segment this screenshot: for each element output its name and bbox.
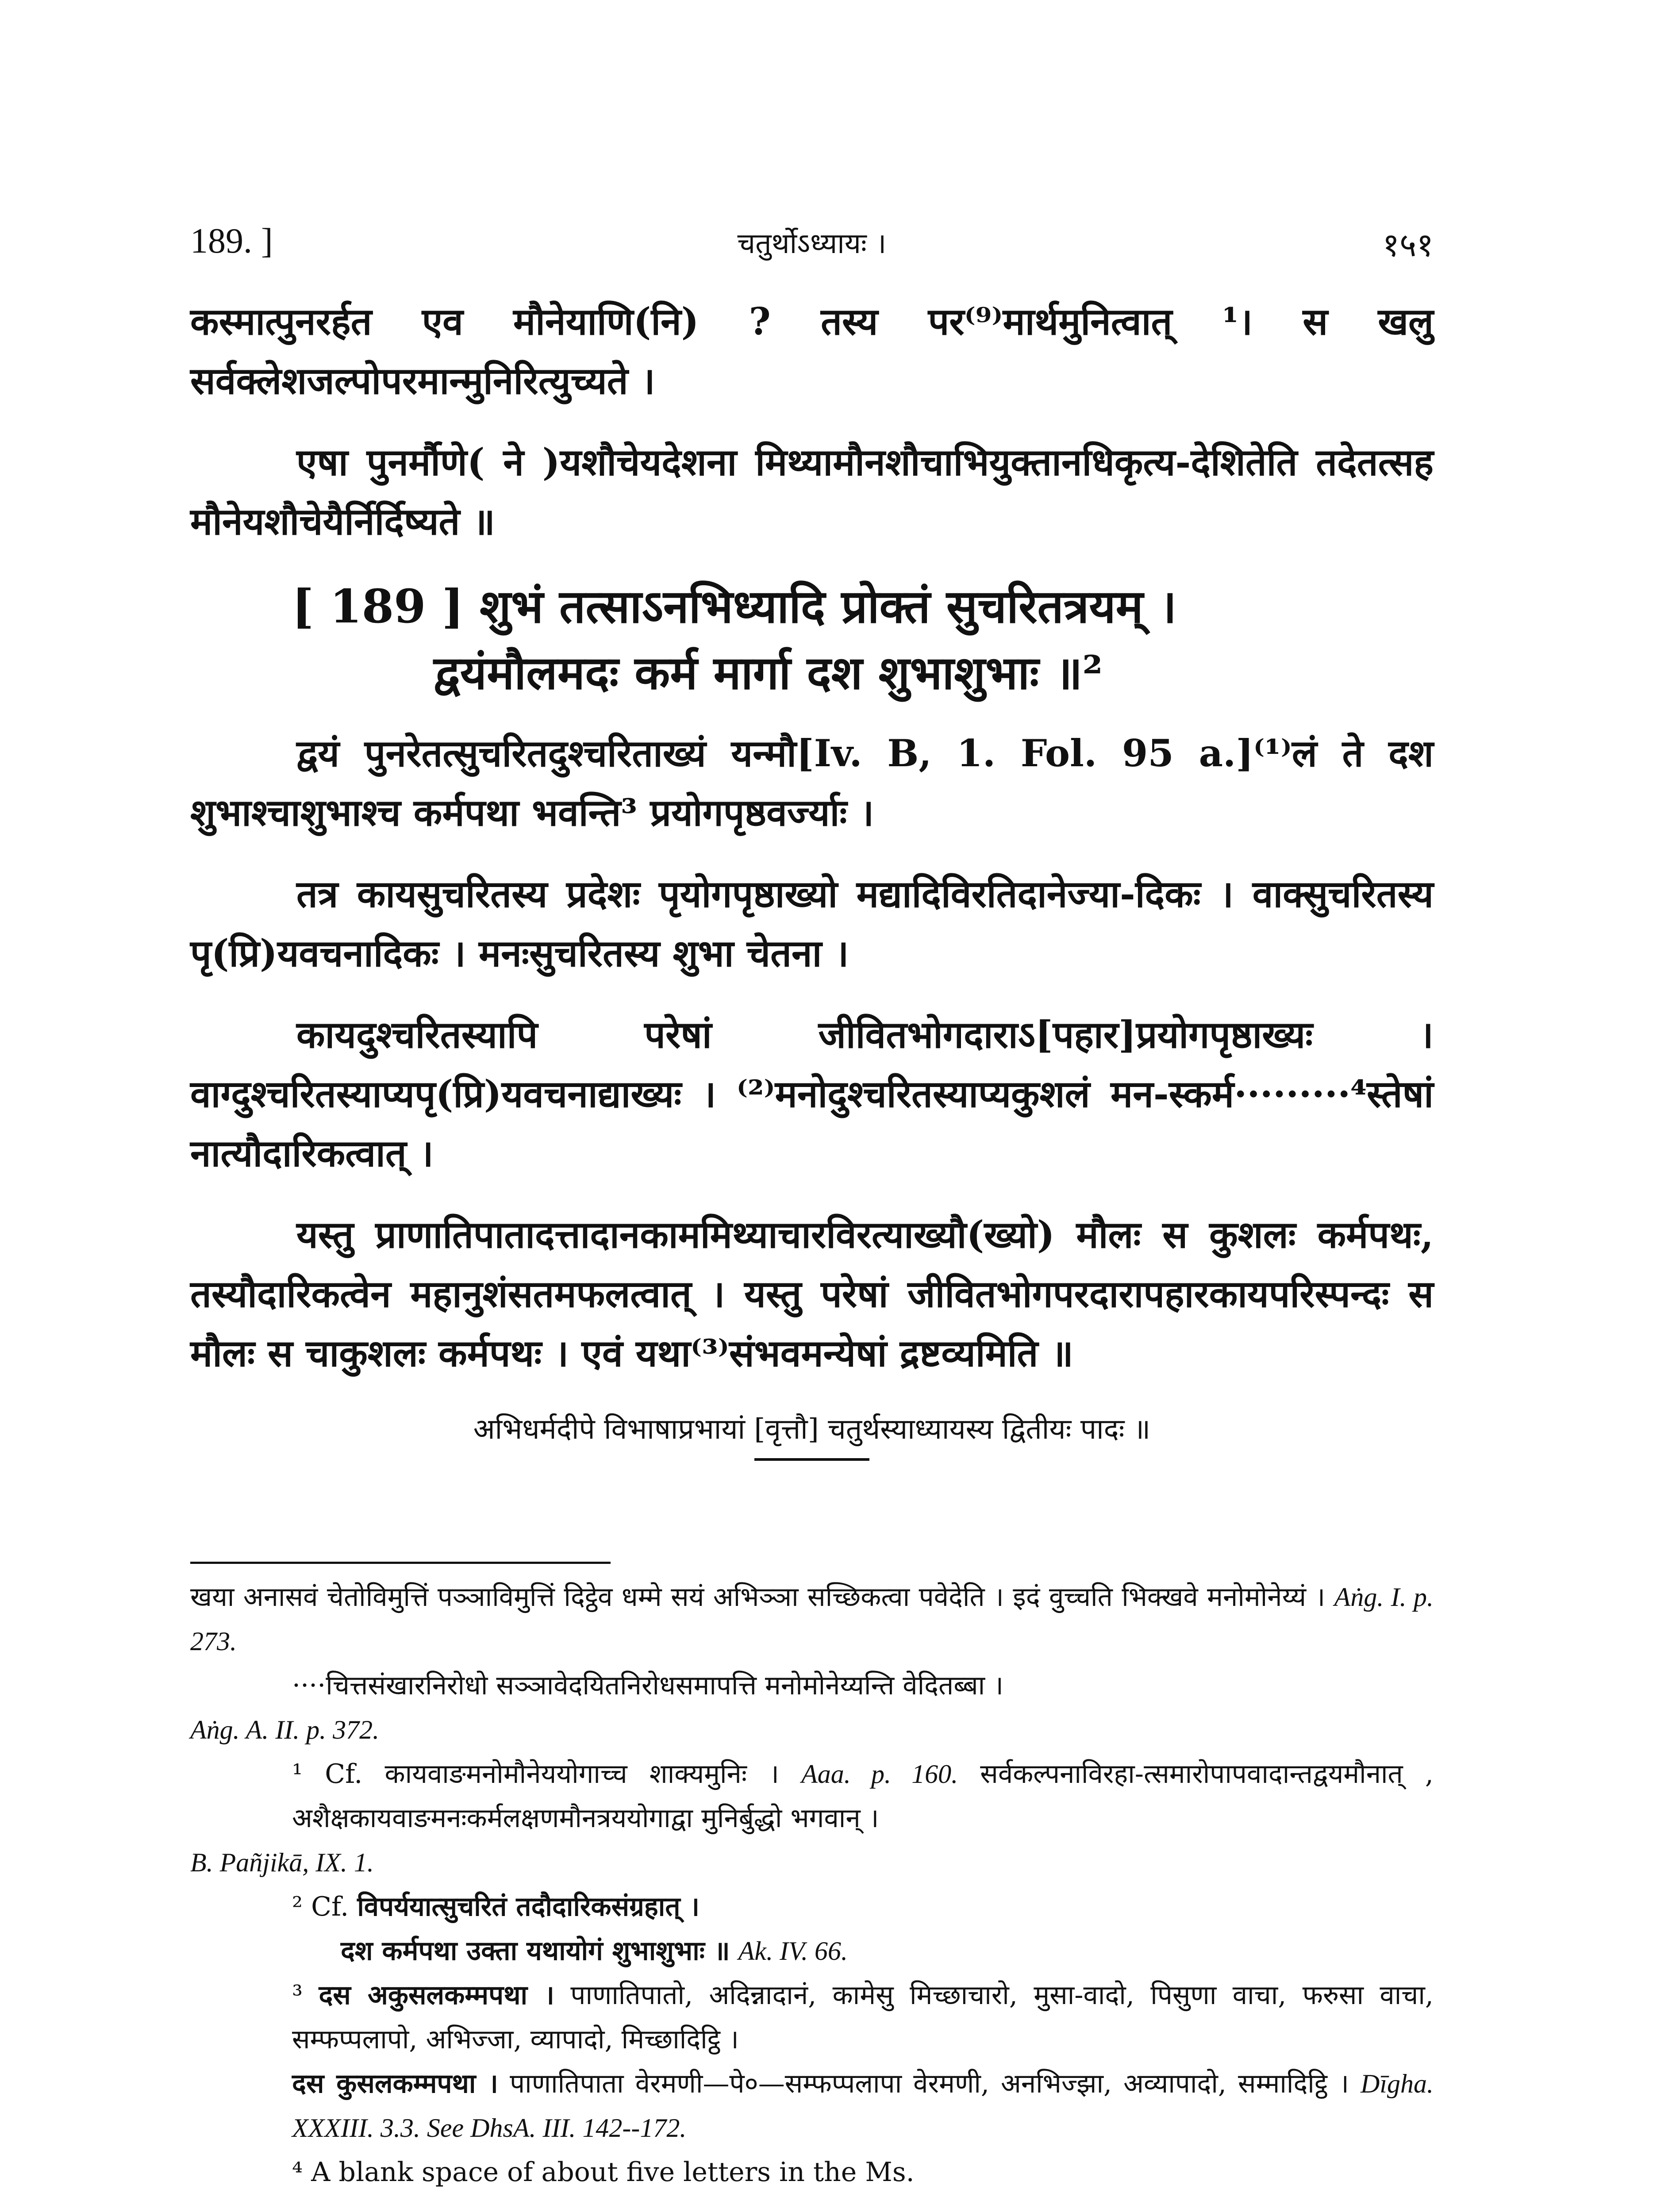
footnote-0b: ····चित्तसंखारनिरोधो सञ्ञावेदयितनिरोधसमापत्ति मनोमोनेय्यन्ति वेदितब्बा । (292, 1670, 1003, 1701)
main-text (190, 292, 1434, 1461)
paragraph-5: कायदुश्चरितस्यापि परेषां जीवितभोगदाराऽ[पहार]प्रयोगपृष्ठाख्यः । वाग्दुश्चरितस्याप्यपृ(प्रि)यवचनाद्याख्यः । ⁽²⁾मनोदुश्चरितस्याप्यकुशलं मन-स्कर्म·········⁴स्तेषां नात्यौदारिकत्वात् । (190, 1013, 1434, 1175)
footnote-1-mark: ¹ Cf. (292, 1759, 363, 1790)
paragraph-2: एषा पुनर्मौणे( ने )यशौचेयदेशना मिथ्यामौनशौचाभियुक्तानधिकृत्य-देशितेति तदेतत्सह मौनेयशौचेयैर्निर्दिष्यते ॥ (190, 440, 1434, 543)
footnote-rule (190, 1562, 611, 1564)
footnote-1-text: कायवाङमनोमौनेययोगाच्च शाक्यमुनिः । (384, 1759, 779, 1790)
section-number: 189. ] (190, 222, 273, 261)
footnote-3 (190, 1973, 1434, 2062)
footnote-0b-ref: Aṅg. A. II. p. 372. (190, 1715, 380, 1744)
footnote-1-text2: सर्वकल्पनाविरहा-त्समारोपापवादान्तद्वयमौनात् , अशैक्षकायवाङमनःकर्मलक्षणमौनत्रययोगाद्वा मुनिर्बुद्धो भगवान् । (292, 1759, 1434, 1834)
footnote-3-text: पाणातिपातो, अदिन्नादानं, कामेसु मिच्छाचारो, मुसा-वादो, पिसुणा वाचा, फरुसा वाचा, सम्फप्पलापो, अभिज्जा, व्यापादो, मिच्छादिट्ठि । (292, 1980, 1434, 2055)
footnote-4-mark: ⁴ (292, 2157, 303, 2188)
footnote-2-mark: ² Cf. (292, 1891, 349, 1922)
karika-verse (292, 573, 1434, 706)
footnote-3-text-2: पाणातिपाता वेरमणी—पे०—सम्फप्पलापा वेरमणी, अनभिज्झा, अव्यापादो, सम्मादिट्ठि । (510, 2068, 1349, 2099)
running-header (190, 221, 1434, 274)
footnote-0a (190, 1575, 1434, 1663)
footnote-1-ref2: B. Pañjikā, IX. 1. (190, 1848, 374, 1877)
footnote-2-line-2: दश कर्मपथा उक्ता यथायोगं शुभाशुभाः ॥ (341, 1936, 730, 1966)
section-divider (754, 1458, 869, 1461)
verse-line-2: द्वयंमौलमदः कर्म मार्गा दश शुभाशुभाः ॥² (434, 645, 1103, 700)
chapter-title: चतुर्थोऽध्यायः । (737, 227, 887, 260)
footnote-2-line-1: विपर्ययात्सुचरितं तदौदारिकसंग्रहात् । (357, 1891, 700, 1922)
footnote-3-ref: Dīgha. XXXIII. 3.3. See DhsA. III. 142--172. (292, 2069, 1434, 2143)
footnote-3-mark: ³ (292, 1980, 303, 2011)
footnote-1-ref: Aaa. p. 160. (801, 1759, 958, 1789)
footnote-3b (190, 2062, 1434, 2150)
paragraph-1: कस्मात्पुनरर्हत एव मौनेयाणि(नि) ? तस्य पर⁽⁹⁾मार्थमुनित्वात् ¹। स खलु सर्वक्लेशजल्पोपरमान्मुनिरित्युच्यते । (190, 300, 1434, 403)
footnote-2b (190, 1929, 1434, 1973)
footnote-2-ref: Ak. IV. 66. (738, 1936, 848, 1966)
verse-line-1: [ 189 ] शुभं तत्साऽनभिध्यादि प्रोक्तं सुचरितत्रयम् । (292, 579, 1177, 634)
paragraph-6: यस्तु प्राणातिपातादत्तादानकाममिथ्याचारविरत्याख्यौ(ख्यो) मौलः स कुशलः कर्मपथः, तस्यौदारिकत्वेन महानुशंसतमफलत्वात् । यस्तु परेषां जीवितभोगपरदारापहारकायपरिस्पन्दः स मौलः स चाकुशलः कर्मपथः । एवं यथा⁽³⁾संभवमन्येषां द्रष्टव्यमिति ॥ (190, 1213, 1434, 1375)
footnote-0a-ref: Aṅg. I. p. 273. (190, 1582, 1434, 1656)
page-number: १५१ (1382, 226, 1434, 264)
colophon: अभिधर्मदीपे विभाषाप्रभायां [वृत्तौ] चतुर्थस्याध्यायस्य द्वितीयः पादः ॥ (473, 1413, 1151, 1446)
footnote-3-heading-2: दस कुसलकम्मपथा । (292, 2068, 499, 2099)
footnote-4 (190, 2150, 1434, 2194)
footnotes (190, 1575, 1434, 2194)
footnote-4-text: A blank space of about five letters in the Ms. (311, 2157, 915, 2188)
footnote-1 (190, 1752, 1434, 1840)
paragraph-4: तत्र कायसुचरितस्य प्रदेशः पृयोगपृष्ठाख्यो मद्यादिविरतिदानेज्या-दिकः । वाक्सुचरितस्य पृ(प्रि)यवचनादिकः । मनःसुचरितस्य शुभा चेतना । (190, 872, 1434, 975)
footnote-3-heading: दस अकुसलकम्मपथा । (319, 1980, 554, 2011)
footnote-0a-text: खया अनासवं चेतोविमुत्तिं पञ्ञाविमुत्तिं दिट्ठेव धम्मे सयं अभिञ्ञा सच्छिकत्वा पवेदेति । इदं वुच्चति भिक्खवे मनोमोनेय्यं । (190, 1582, 1326, 1613)
paragraph-3: द्वयं पुनरेतत्सुचरितदुश्चरिताख्यं यन्मौ[Iv. B, 1. Fol. 95 a.]⁽¹⁾लं ते दश शुभाश्चाशुभाश्च कर्मपथा भवन्ति³ प्रयोगपृष्ठवर्ज्याः । (190, 731, 1434, 834)
footnote-2 (190, 1885, 1434, 1929)
